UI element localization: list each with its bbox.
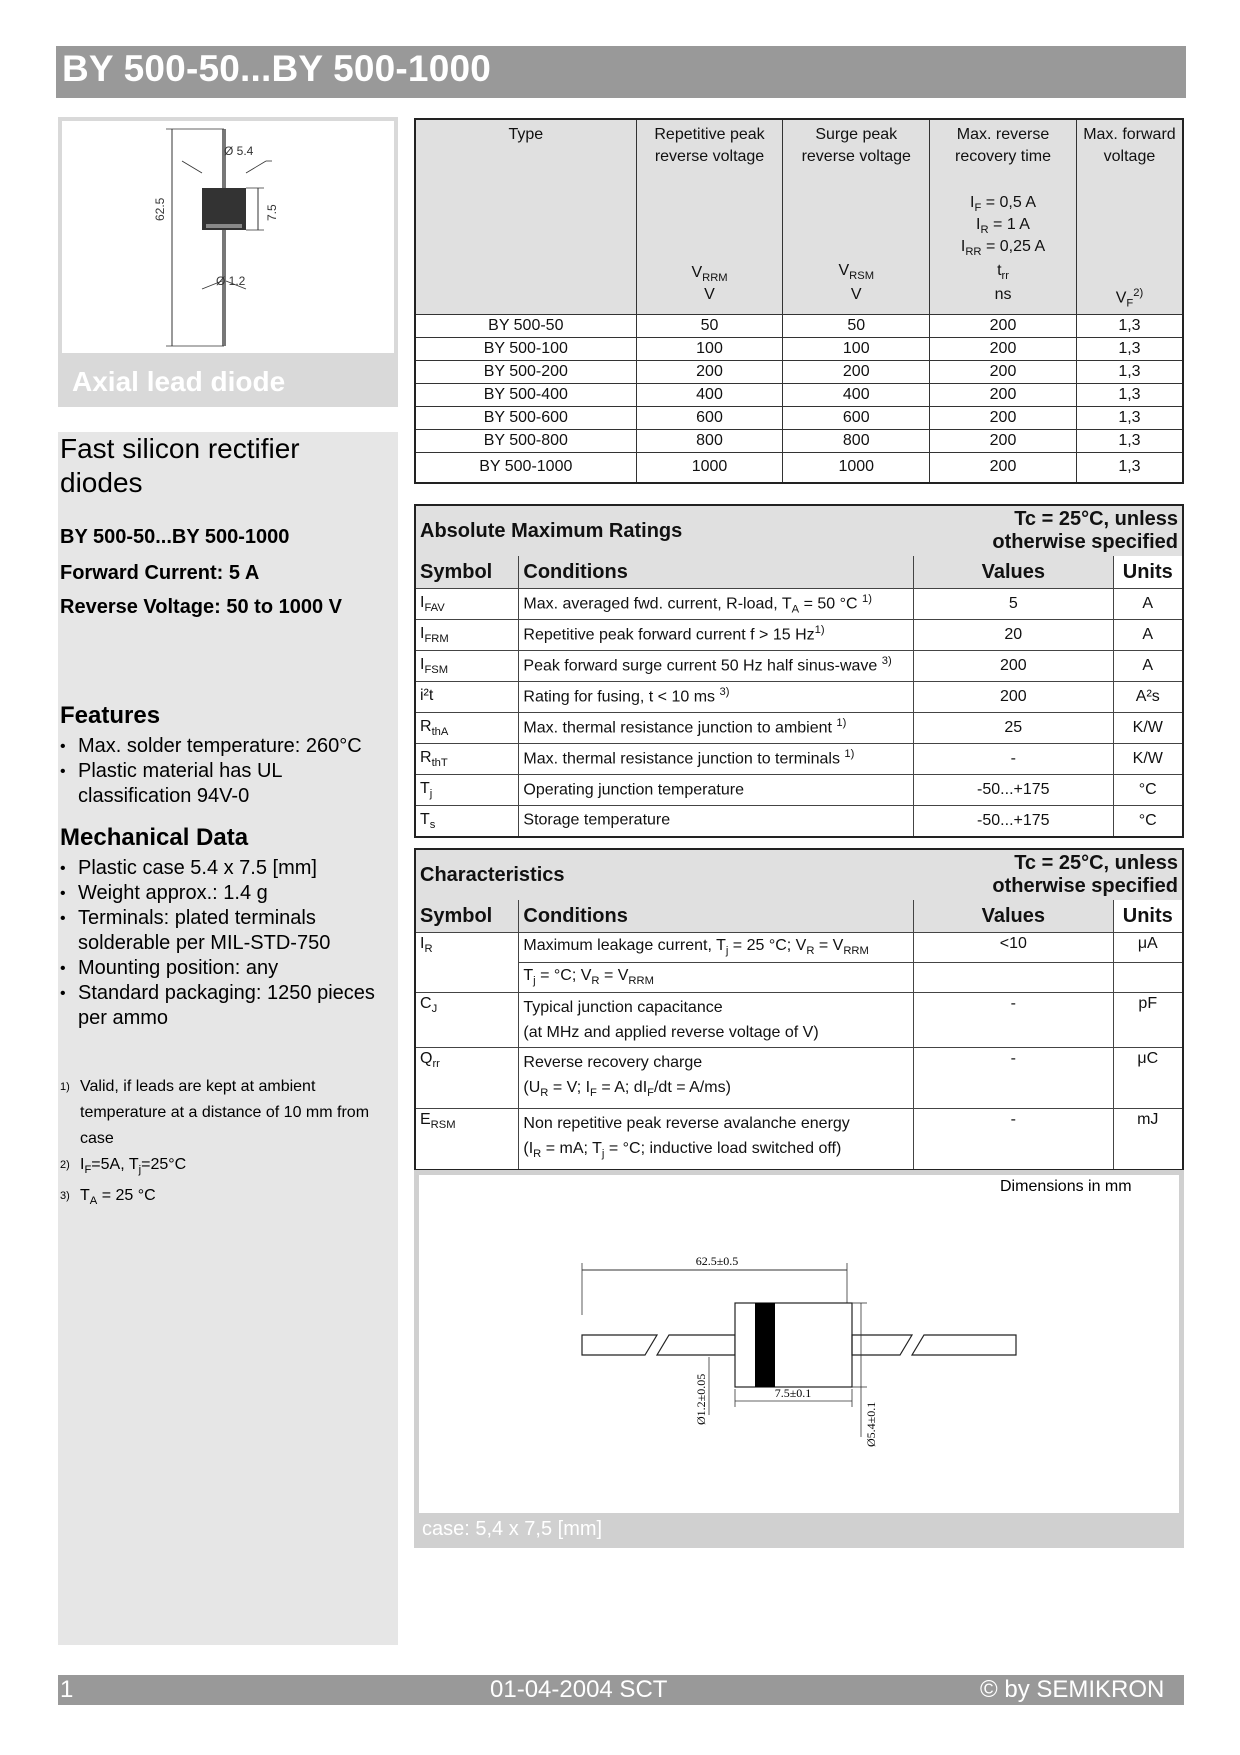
table-row bbox=[415, 589, 1183, 620]
condition-cell: Operating junction temperature bbox=[519, 775, 914, 806]
table-row bbox=[415, 651, 1183, 682]
dim-total-label: 62.5±0.5 bbox=[695, 1254, 739, 1268]
table-row: $T_j = ^\circ C$; $V_R = V_{RRM}$ bbox=[415, 963, 1183, 993]
symbol-cell: $R_{thT}$ bbox=[415, 744, 519, 775]
table-row bbox=[415, 713, 1183, 744]
table-row bbox=[415, 620, 1183, 651]
dimensions-unit-label: Dimensions in mm bbox=[1000, 1178, 1132, 1195]
footnote-1: 1) Valid, if leads are kept at ambient temperature at a distance of 10 mm from case bbox=[60, 1078, 370, 1147]
table-row: $C_J$ Typical junction capacitance (at MHz and applied reverse voltage of V) - pF bbox=[415, 993, 1183, 1048]
unit-cell: °C bbox=[1113, 806, 1183, 837]
table-row bbox=[415, 682, 1183, 713]
footer-copyright: © by SEMIKRON bbox=[980, 1676, 1165, 1703]
dimensions-svg bbox=[419, 1175, 1179, 1513]
unit-cell: A bbox=[1113, 651, 1183, 682]
symbol-cell: $T_j$ bbox=[415, 775, 519, 806]
diode-outline-drawing bbox=[62, 121, 394, 353]
table-row: BY 500-50 50 50 200 1,3 bbox=[415, 315, 1183, 338]
symbol-cell: $I_{FSM}$ bbox=[415, 651, 519, 682]
unit-cell: A bbox=[1113, 589, 1183, 620]
symbol-cell: $R_{thA}$ bbox=[415, 713, 519, 744]
footnotes bbox=[60, 1074, 380, 1214]
reverse-voltage: Reverse Voltage: 50 to 1000 V bbox=[60, 596, 342, 618]
condition-cell: Peak forward surge current 50 Hz half sinus-wave $^{3)}$ bbox=[519, 651, 914, 682]
features-list bbox=[58, 734, 388, 809]
table-row: BY 500-800 800 800 200 1,3 bbox=[415, 430, 1183, 453]
unit-cell: A²s bbox=[1113, 682, 1183, 713]
col-trr: Max. reverse recovery time $I_F = 0,5$ A $I_R = 1$ A $I_{RR} = 0,25$ A $t_{rr}$ ns bbox=[930, 119, 1077, 315]
type-table-header bbox=[415, 119, 1183, 315]
table-row: $I_R$ Maximum leakage current, $T_j = 25$ °C; $V_R = V_{RRM}$ <10 μA bbox=[415, 933, 1183, 963]
col-type: Type bbox=[415, 119, 636, 315]
unit-cell: K/W bbox=[1113, 744, 1183, 775]
value-cell: 200 bbox=[914, 651, 1113, 682]
product-heading: Fast silicon rectifier diodes bbox=[60, 433, 300, 498]
table-row bbox=[415, 806, 1183, 837]
list-item: • Terminals: plated terminals solderable per MIL-STD-750 bbox=[58, 906, 394, 956]
table-row: BY 500-100 100 100 200 1,3 bbox=[415, 338, 1183, 361]
table-row bbox=[415, 775, 1183, 806]
symbol-cell: $I_{FRM}$ bbox=[415, 620, 519, 651]
type-range: BY 500-50...BY 500-1000 bbox=[60, 526, 290, 548]
list-item: • Weight approx.: 1.4 g bbox=[58, 881, 394, 906]
type-table bbox=[414, 118, 1184, 484]
table-row bbox=[415, 744, 1183, 775]
col-vrsm: Surge peak reverse voltage $V_{RSM}$ V bbox=[783, 119, 930, 315]
value-cell: - bbox=[914, 744, 1113, 775]
table-row: BY 500-600 600 600 200 1,3 bbox=[415, 407, 1183, 430]
dim-diameter-label: Ø 5.4 bbox=[224, 144, 254, 158]
condition-cell: Storage temperature bbox=[519, 806, 914, 837]
unit-cell: A bbox=[1113, 620, 1183, 651]
value-cell: 25 bbox=[914, 713, 1113, 744]
table-caption bbox=[415, 849, 1183, 900]
table-row: $E_{RSM}$ Non repetitive peak reverse avalanche energy ($I_R$ = mA; $T_j = ^\circ C$; inductive load switched off) - mJ bbox=[415, 1109, 1183, 1171]
symbol-cell: $T_s$ bbox=[415, 806, 519, 837]
table-header: Symbol Conditions Values Units bbox=[415, 900, 1183, 933]
col-vf: Max. forward voltage $V_F^{2)}$ bbox=[1076, 119, 1183, 315]
mech-data-list bbox=[58, 856, 394, 1031]
page-number: 1 bbox=[60, 1676, 74, 1703]
dim-lead-label: Ø 1.2 bbox=[216, 274, 246, 288]
value-cell: 20 bbox=[914, 620, 1113, 651]
list-item: • Max. solder temperature: 260°C bbox=[58, 734, 388, 759]
characteristics-table bbox=[414, 848, 1184, 1171]
symbol-cell: $I_{FAV}$ bbox=[415, 589, 519, 620]
unit-cell: °C bbox=[1113, 775, 1183, 806]
absolute-max-ratings-table bbox=[414, 504, 1184, 838]
list-item: • Mounting position: any bbox=[58, 956, 394, 981]
list-item: • Plastic case 5.4 x 7.5 [mm] bbox=[58, 856, 394, 881]
list-item: • Standard packaging: 1250 pieces per ammo bbox=[58, 981, 394, 1031]
condition-cell: Max. thermal resistance junction to terminals $^{1)}$ bbox=[519, 744, 914, 775]
condition-cell: Repetitive peak forward current f > 15 Hz$^{1)}$ bbox=[519, 620, 914, 651]
condition-cell: Rating for fusing, t < 10 ms $^{3)}$ bbox=[519, 682, 914, 713]
forward-current: Forward Current: 5 A bbox=[60, 562, 260, 584]
value-cell: -50...+175 bbox=[914, 775, 1113, 806]
table-title: Characteristics bbox=[415, 849, 914, 900]
table-row: BY 500-1000 1000 1000 200 1,3 bbox=[415, 453, 1183, 483]
condition-cell: Max. averaged fwd. current, R-load, $T_A = 50$ °C $^{1)}$ bbox=[519, 589, 914, 620]
table-condition: Tc = 25°C, unless otherwise specified bbox=[914, 849, 1183, 900]
mech-data-title: Mechanical Data bbox=[60, 824, 249, 851]
table-caption bbox=[415, 505, 1183, 556]
list-item: • Plastic material has UL classification 94V-0 bbox=[58, 759, 388, 809]
table-title: Absolute Maximum Ratings bbox=[415, 505, 914, 556]
table-row: BY 500-400 400 400 200 1,3 bbox=[415, 384, 1183, 407]
footer-date: 01-04-2004 SCT bbox=[490, 1676, 668, 1703]
case-size-label: case: 5,4 x 7,5 [mm] bbox=[422, 1518, 603, 1540]
table-row: BY 500-200 200 200 200 1,3 bbox=[415, 361, 1183, 384]
dim-length-label: 62.5 bbox=[153, 197, 167, 221]
value-cell: -50...+175 bbox=[914, 806, 1113, 837]
footnote-2: 2) $I_F=5A$, $T_j=25^\circ C$ bbox=[60, 1156, 187, 1177]
table-header: Symbol Conditions Values Units bbox=[415, 556, 1183, 589]
features-title: Features bbox=[60, 702, 161, 729]
dim-lead-label: Ø1.2±0.05 bbox=[694, 1373, 708, 1425]
table-condition: Tc = 25°C, unless otherwise specified bbox=[914, 505, 1183, 556]
value-cell: 200 bbox=[914, 682, 1113, 713]
unit-cell: K/W bbox=[1113, 713, 1183, 744]
symbol-cell: i²t bbox=[415, 682, 519, 713]
footnote-3: 3) $T_A = 25$ °C bbox=[60, 1187, 156, 1208]
page-title: BY 500-50...BY 500-1000 bbox=[62, 48, 492, 89]
product-image bbox=[62, 121, 394, 353]
dim-diameter-label: Ø5.4±0.1 bbox=[864, 1401, 878, 1447]
dim-body-label: 7.5±0.1 bbox=[774, 1386, 812, 1400]
table-row: $Q_{rr}$ Reverse recovery charge ($U_R = V$; $I_F = A$; $dI_F/dt = A/ms$) - μC bbox=[415, 1048, 1183, 1109]
dimensions-drawing bbox=[419, 1175, 1179, 1513]
package-type-label: Axial lead diode bbox=[72, 366, 286, 397]
col-vrrm: Repetitive peak reverse voltage $V_{RRM}$ V bbox=[636, 119, 783, 315]
dim-body-label: 7.5 bbox=[265, 204, 279, 221]
value-cell: 5 bbox=[914, 589, 1113, 620]
left-info-panel bbox=[58, 432, 398, 1645]
condition-cell: Max. thermal resistance junction to ambient $^{1)}$ bbox=[519, 713, 914, 744]
